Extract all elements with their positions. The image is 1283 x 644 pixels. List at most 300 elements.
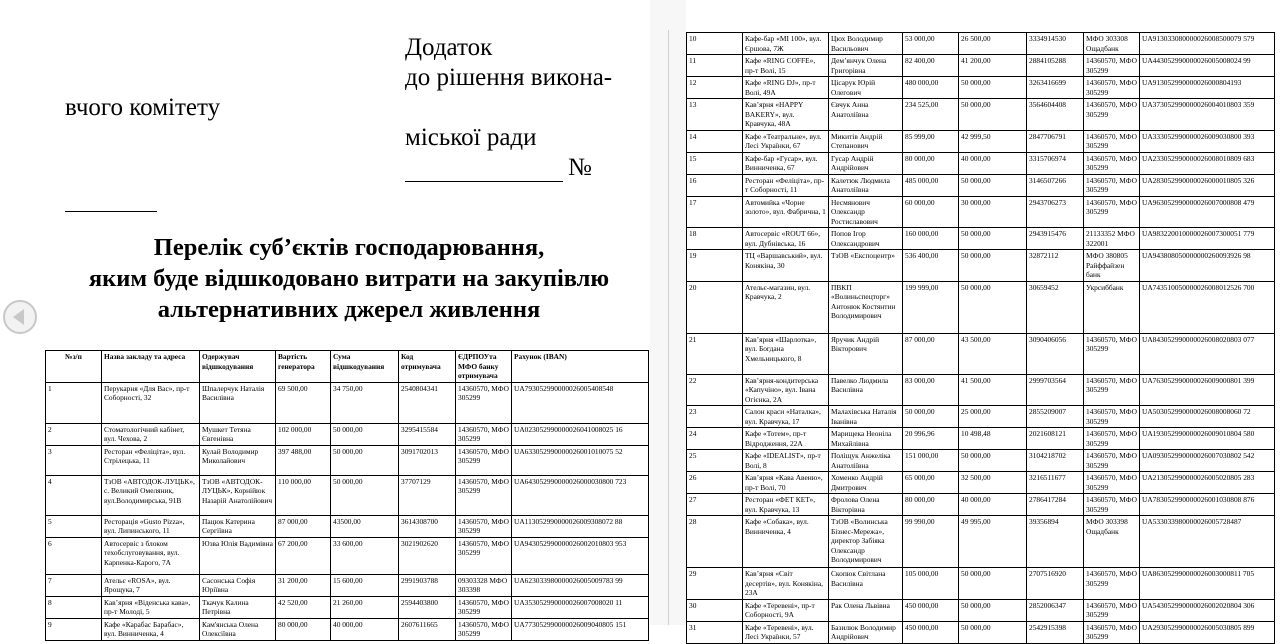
cell-iban: UA533033980000026005728487 — [1140, 516, 1275, 568]
cell-number: 8 — [46, 596, 102, 618]
cell-name-address: Кафе «IDEALIST», пр-т Волі, 8 — [743, 450, 829, 472]
cell-bank: МФО 380805 Райффайзен банк — [1084, 250, 1140, 282]
cell-number: 11 — [687, 55, 743, 77]
cell-bank: 14360570, МФО 305299 — [1084, 333, 1140, 374]
cell-recipient-code: 3104218702 — [1027, 450, 1084, 472]
cell-iban: UA543052990000026002020804 306 — [1140, 599, 1275, 621]
cell-recipient: Фролова Олена Вікторівна — [829, 494, 903, 516]
cell-recipient: Малахівська Наталія Іванівна — [829, 406, 903, 428]
cell-name-address: Кафе-бар «MI 100», вул. Єршова, 7Ж — [743, 33, 829, 55]
cell-generator-cost: 69 500,00 — [276, 382, 331, 423]
cell-generator-cost: 450 000,00 — [903, 599, 959, 621]
cell-generator-cost: 80 000,00 — [903, 494, 959, 516]
cell-number: 14 — [687, 130, 743, 152]
cell-recipient-code: 3564604408 — [1027, 99, 1084, 131]
cell-compensation: 50 000,00 — [959, 174, 1027, 196]
cell-compensation: 21 260,00 — [331, 596, 399, 618]
cell-recipient: Павелко Людмила Василівна — [829, 374, 903, 406]
cell-number: 12 — [687, 77, 743, 99]
cell-iban: UA503052990000026008008060 72 — [1140, 406, 1275, 428]
cell-iban: UA113052990000026009308072 88 — [512, 515, 649, 537]
cell-bank: 14360570, МФО 305299 — [456, 537, 512, 574]
cell-bank: 14360570, МФО 305299 — [456, 445, 512, 475]
cell-iban: UA333052990000026009030800 393 — [1140, 130, 1275, 152]
cell-bank: МФО 303398 Ощадбанк — [1084, 516, 1140, 568]
cell-name-address: Автомийка «Чорне золото», вул. Фабрична, 1 — [743, 196, 829, 228]
cell-recipient-code: 2855209007 — [1027, 406, 1084, 428]
cell-recipient: Базилюк Володимир Андрійович — [829, 621, 903, 643]
arrow-left-icon — [13, 309, 24, 325]
cell-recipient-code: 3295415584 — [399, 423, 456, 445]
cell-compensation: 50 000,00 — [331, 423, 399, 445]
table-row — [46, 596, 649, 618]
cell-number: 31 — [687, 621, 743, 643]
cell-number: 18 — [687, 228, 743, 250]
table-row — [687, 568, 1275, 600]
cell-generator-cost: 99 990,00 — [903, 516, 959, 568]
cell-bank: 14360570, МФО 305299 — [1084, 174, 1140, 196]
cell-recipient-code: 2542915398 — [1027, 621, 1084, 643]
table-row — [687, 228, 1275, 250]
cell-recipient-code: 2786417284 — [1027, 494, 1084, 516]
cell-generator-cost: 82 400,00 — [903, 55, 959, 77]
cell-bank: 21133352 МФО 322001 — [1084, 228, 1140, 250]
cell-recipient: Скопюк Світлана Василівна — [829, 568, 903, 600]
col-iban-header: Рахунок (IBAN) — [512, 351, 649, 383]
table-row — [687, 428, 1275, 450]
cell-number: 13 — [687, 99, 743, 131]
cell-compensation: 50 000,00 — [959, 77, 1027, 99]
cell-recipient-code: 30659452 — [1027, 281, 1084, 333]
cell-recipient-code: 2594403800 — [399, 596, 456, 618]
decision-number-line — [65, 211, 157, 212]
cell-number: 7 — [46, 574, 102, 596]
cell-name-address: Кафе-бар «Гусар», вул. Винниченка, 67 — [743, 152, 829, 174]
cell-recipient-code: 3614308700 — [399, 515, 456, 537]
table-row — [687, 196, 1275, 228]
cell-name-address: Кав’ярня «Світ десертів», вул. Конякіна, 23А — [743, 568, 829, 600]
table-row — [687, 374, 1275, 406]
cell-number: 16 — [687, 174, 743, 196]
table-row — [687, 174, 1275, 196]
cell-bank: 14360570, МФО 305299 — [1084, 450, 1140, 472]
title-line-2: яким буде відшкодовано витрати на закупівлю — [88, 265, 610, 292]
table-row — [687, 77, 1275, 99]
cell-recipient-code: 2999703564 — [1027, 374, 1084, 406]
title-line-1: Перелік суб’єктів господарювання, — [153, 234, 545, 261]
cell-iban: UA023052990000026041008025 16 — [512, 423, 649, 445]
cell-generator-cost: 105 000,00 — [903, 568, 959, 600]
cell-bank: 14360570, МФО 305299 — [456, 382, 512, 423]
cell-compensation: 50 000,00 — [959, 621, 1027, 643]
cell-recipient: Цісарук Юрій Олегович — [829, 77, 903, 99]
cell-recipient-code: 2707516920 — [1027, 568, 1084, 600]
table-row — [687, 33, 1275, 55]
cell-name-address: Салон краси «Наталка», вул. Кравчука, 17 — [743, 406, 829, 428]
cell-recipient-code: 2991903788 — [399, 574, 456, 596]
page-divider — [668, 30, 669, 625]
cell-recipient-code: 2021608121 — [1027, 428, 1084, 450]
cell-generator-cost: 60 000,00 — [903, 196, 959, 228]
cell-iban: UA963052990000026007000808 479 — [1140, 196, 1275, 228]
col-amount-header: Сума відшкодування — [331, 351, 399, 383]
cell-number: 4 — [46, 475, 102, 515]
cell-recipient: Кулай Володимир Миколайович — [200, 445, 276, 475]
table-row — [687, 152, 1275, 174]
cell-name-address: Ательє-магазин, вул. Кравчука, 2 — [743, 281, 829, 333]
cell-generator-cost: 85 999,00 — [903, 130, 959, 152]
table-row — [687, 450, 1275, 472]
cell-recipient-code: 2847706791 — [1027, 130, 1084, 152]
cell-bank: 14360570, МФО 305299 — [456, 596, 512, 618]
cell-generator-cost: 31 200,00 — [276, 574, 331, 596]
table-row — [46, 445, 649, 475]
cell-compensation: 43 500,00 — [959, 333, 1027, 374]
cell-iban: UA443052990000026005008024 99 — [1140, 55, 1275, 77]
cell-generator-cost: 110 000,00 — [276, 475, 331, 515]
cell-recipient: Хоменко Андрій Дмитрович — [829, 472, 903, 494]
cell-compensation: 10 498,48 — [959, 428, 1027, 450]
table-row — [687, 621, 1275, 643]
cell-compensation: 33 600,00 — [331, 537, 399, 574]
cell-bank: 14360570, МФО 305299 — [1084, 406, 1140, 428]
cell-name-address: ТЦ «Варшавський», вул. Конякіна, 30 — [743, 250, 829, 282]
cell-name-address: Кафе «Театральне», вул. Лесі Українки, 67 — [743, 130, 829, 152]
table-row — [687, 99, 1275, 131]
cell-generator-cost: 50 000,00 — [903, 406, 959, 428]
cell-generator-cost: 160 000,00 — [903, 228, 959, 250]
table-row — [46, 382, 649, 423]
cell-iban: UA093052990000026007030802 542 — [1140, 450, 1275, 472]
cell-name-address: Кафе «Собака», вул. Винниченка, 4 — [743, 516, 829, 568]
cell-bank: 14360570, МФО 305299 — [1084, 99, 1140, 131]
cell-iban: UA743510050000026008012526 700 — [1140, 281, 1275, 333]
cell-recipient: Попов Ігор Олександрович — [829, 228, 903, 250]
cell-bank: 09303328 МФО 303398 — [456, 574, 512, 596]
cell-recipient: Сасонська Софія Юріївна — [200, 574, 276, 596]
cell-name-address: Кафе «RING COFFE», пр-т Волі, 15 — [743, 55, 829, 77]
cell-iban: UA233052990000026008010809 683 — [1140, 152, 1275, 174]
cell-bank: Укрсиббанк — [1084, 281, 1140, 333]
cell-recipient: Марищека Неоніла Михайлівна — [829, 428, 903, 450]
cell-recipient: ПВКП «Волиньспецторг» Антонюк Костянтин Володимирович — [829, 281, 903, 333]
cell-recipient: ТзОВ «Волинська Бізнес-Мережа», директор Забіяка Олександр Володимирович — [829, 516, 903, 568]
cell-bank: 14360570, МФО 305299 — [1084, 494, 1140, 516]
table-row — [46, 537, 649, 574]
cell-number: 21 — [687, 333, 743, 374]
number-sign: № — [568, 154, 592, 181]
cell-compensation: 26 500,00 — [959, 33, 1027, 55]
cell-name-address: Ресторан «Феліціта», пр-т Соборності, 11 — [743, 174, 829, 196]
cell-number: 3 — [46, 445, 102, 475]
cell-iban: UA623033980000026005009783 99 — [512, 574, 649, 596]
cell-number: 22 — [687, 374, 743, 406]
cell-generator-cost: 102 000,00 — [276, 423, 331, 445]
cell-number: 15 — [687, 152, 743, 174]
cell-name-address: Кафе «Теревені», вул. Лесі Українки, 57 — [743, 621, 829, 643]
cell-iban: UA773052990000026009040805 151 — [512, 618, 649, 640]
table-row — [46, 475, 649, 515]
cell-iban: UA643052990000026000030800 723 — [512, 475, 649, 515]
cell-name-address: Перукарня «Для Вас», пр-т Соборності, 32 — [102, 382, 200, 423]
cell-number: 1 — [46, 382, 102, 423]
cell-bank: 14360570, МФО 305299 — [456, 618, 512, 640]
cell-recipient-code: 32872112 — [1027, 250, 1084, 282]
cell-compensation: 34 750,00 — [331, 382, 399, 423]
cell-generator-cost: 87 000,00 — [276, 515, 331, 537]
cell-compensation: 40 000,00 — [959, 494, 1027, 516]
cell-generator-cost: 480 000,00 — [903, 77, 959, 99]
cell-generator-cost: 53 000,00 — [903, 33, 959, 55]
cell-number: 26 — [687, 472, 743, 494]
cell-number: 23 — [687, 406, 743, 428]
cell-recipient-code: 3021902620 — [399, 537, 456, 574]
cell-number: 9 — [46, 618, 102, 640]
cell-bank: 14360570, МФО 305299 — [456, 423, 512, 445]
cell-generator-cost: 80 000,00 — [276, 618, 331, 640]
cell-recipient-code: 3146507266 — [1027, 174, 1084, 196]
table-row — [46, 618, 649, 640]
cell-compensation: 15 600,00 — [331, 574, 399, 596]
cell-recipient-code: 3216511677 — [1027, 472, 1084, 494]
cell-bank: 14360570, МФО 305299 — [1084, 374, 1140, 406]
cell-bank: 14360570, МФО 305299 — [456, 475, 512, 515]
cell-iban: UA913033080000026008500079 579 — [1140, 33, 1275, 55]
cell-compensation: 40 000,00 — [959, 152, 1027, 174]
table-row — [46, 515, 649, 537]
cell-compensation: 25 000,00 — [959, 406, 1027, 428]
cell-number: 25 — [687, 450, 743, 472]
cell-compensation: 30 000,00 — [959, 196, 1027, 228]
table-row — [687, 516, 1275, 568]
cell-recipient-code: 3334914530 — [1027, 33, 1084, 55]
cell-iban: UA863052990000026003000811 705 — [1140, 568, 1275, 600]
cell-iban: UA293052990000026005030805 899 — [1140, 621, 1275, 643]
cell-recipient: Юзва Юлія Вадимівна — [200, 537, 276, 574]
table-header-row — [46, 351, 649, 383]
cell-compensation: 49 995,00 — [959, 516, 1027, 568]
cell-iban: UA353052990000026007008020 11 — [512, 596, 649, 618]
cell-recipient: Євчук Анна Анатоліївна — [829, 99, 903, 131]
col-code-header: Код отримувача — [399, 351, 456, 383]
cell-compensation: 41 500,00 — [959, 374, 1027, 406]
cell-bank: 14360570, МФО 305299 — [456, 515, 512, 537]
cell-recipient-code: 39356894 — [1027, 516, 1084, 568]
cell-name-address: Автосервіс з блоком техобслуговування, вул. Карпенка-Карого, 7А — [102, 537, 200, 574]
cell-generator-cost: 536 400,00 — [903, 250, 959, 282]
cell-bank: 14360570, МФО 305299 — [1084, 568, 1140, 600]
cell-recipient: Рак Олена Львівна — [829, 599, 903, 621]
cell-bank: 14360570, МФО 305299 — [1084, 599, 1140, 621]
table-row — [687, 55, 1275, 77]
cell-recipient: Яручик Андрій Вікторович — [829, 333, 903, 374]
cell-compensation: 50 000,00 — [959, 568, 1027, 600]
cell-bank: 14360570, МФО 305299 — [1084, 428, 1140, 450]
cell-generator-cost: 397 488,00 — [276, 445, 331, 475]
cell-iban: UA913052990000026000804193 — [1140, 77, 1275, 99]
table-row — [687, 281, 1275, 333]
title-line-3: альтернативних джерел живлення — [157, 296, 541, 323]
cell-bank: 14360570, МФО 305299 — [1084, 152, 1140, 174]
cell-generator-cost: 20 996,96 — [903, 428, 959, 450]
cell-bank: 14360570, МФО 305299 — [1084, 472, 1140, 494]
cell-recipient: Поліщук Анжеліка Анатоліївна — [829, 450, 903, 472]
col-recipient-header: Одержувач відшкодування — [200, 351, 276, 383]
cell-name-address: ТзОВ «АВТОДОК-ЛУЦЬК», с. Великий Омеляник, вул.Володимирська, 91В — [102, 475, 200, 515]
col-cost-header: Вартість генератора — [276, 351, 331, 383]
cell-recipient: Ткачук Калина Петрівна — [200, 596, 276, 618]
cell-recipient-code: 3090406056 — [1027, 333, 1084, 374]
cell-name-address: Автосервіс «ROUT 66», вул. Дубнівська, 16 — [743, 228, 829, 250]
cell-iban: UA633052990000026001010075 52 — [512, 445, 649, 475]
cell-recipient-code: 2943915476 — [1027, 228, 1084, 250]
cell-number: 6 — [46, 537, 102, 574]
cell-bank: 14360570, МФО 305299 — [1084, 130, 1140, 152]
cell-iban: UA763052990000026009000801 399 — [1140, 374, 1275, 406]
cell-name-address: Кав’ярня «HAPPY BAKERY», вул. Кравчука, 48А — [743, 99, 829, 131]
col-name-header: Назва закладу та адреса — [102, 351, 200, 383]
table-row — [46, 574, 649, 596]
cell-recipient: Калетюк Людмила Анатоліївна — [829, 174, 903, 196]
cell-recipient: Микитів Андрій Степанович — [829, 130, 903, 152]
cell-recipient-code: 2852006347 — [1027, 599, 1084, 621]
table-row — [687, 130, 1275, 152]
document-title — [40, 232, 658, 325]
appendix-title: Додаток — [405, 34, 493, 61]
cell-iban: UA843052990000026008020803 077 — [1140, 333, 1275, 374]
cell-generator-cost: 42 520,00 — [276, 596, 331, 618]
cell-recipient-code: 3263416699 — [1027, 77, 1084, 99]
cell-compensation: 50 000,00 — [331, 445, 399, 475]
col-edrpou-header: ЄДРПОУта МФО банку отримувача — [456, 351, 512, 383]
cell-name-address: Кафе «Карабас Барабас», вул. Винниченка, 4 — [102, 618, 200, 640]
cell-bank: 14360570, МФО 305299 — [1084, 77, 1140, 99]
cell-generator-cost: 80 000,00 — [903, 152, 959, 174]
cell-bank: 14360570, МФО 305299 — [1084, 621, 1140, 643]
cell-recipient: Мушкет Тетяна Євгенівна — [200, 423, 276, 445]
cell-name-address: Кафе «RING DJ», пр-т Волі, 49А — [743, 77, 829, 99]
cell-recipient-code: 3315706974 — [1027, 152, 1084, 174]
cell-name-address: Кафе «Теревені», пр-т Соборності, 9А — [743, 599, 829, 621]
cell-generator-cost: 87 000,00 — [903, 333, 959, 374]
cell-number: 20 — [687, 281, 743, 333]
cell-generator-cost: 65 000,00 — [903, 472, 959, 494]
cell-bank: МФО 303308 Ощадбанк — [1084, 33, 1140, 55]
table-row — [687, 472, 1275, 494]
cell-number: 17 — [687, 196, 743, 228]
cell-number: 30 — [687, 599, 743, 621]
cell-name-address: Ательє «ROSA», вул. Ярощука, 7 — [102, 574, 200, 596]
previous-page-button[interactable] — [3, 300, 37, 334]
cell-iban: UA943052990000026002010803 953 — [512, 537, 649, 574]
table-row — [687, 333, 1275, 374]
table-row — [687, 599, 1275, 621]
cell-number: 19 — [687, 250, 743, 282]
cell-name-address: Кав’ярня «Віденська кава», пр-т Молоді, 5 — [102, 596, 200, 618]
cell-generator-cost: 67 200,00 — [276, 537, 331, 574]
cell-recipient: Шпалерчук Наталія Василівна — [200, 382, 276, 423]
cell-name-address: Кав’ярня «Шарлотка», вул. Богдана Хмельницького, 8 — [743, 333, 829, 374]
cell-number: 29 — [687, 568, 743, 600]
cell-name-address: Кафе «Тотем», пр-т Відродження, 22А — [743, 428, 829, 450]
cell-name-address: Ресторація «Gusto Pizza», вул. Липинського, 11 — [102, 515, 200, 537]
cell-compensation: 50 000,00 — [959, 99, 1027, 131]
cell-iban: UA943808050000000260093926 98 — [1140, 250, 1275, 282]
businesses-table-part-2 — [686, 32, 1275, 644]
cell-generator-cost: 151 000,00 — [903, 450, 959, 472]
cell-bank: 14360570, МФО 305299 — [1084, 55, 1140, 77]
cell-generator-cost: 234 525,00 — [903, 99, 959, 131]
cell-number: 2 — [46, 423, 102, 445]
cell-recipient: Гусар Андрій Андрійович — [829, 152, 903, 174]
cell-recipient: Пацюк Катерина Сергіївна — [200, 515, 276, 537]
appendix-line-4: міської ради — [405, 124, 537, 151]
cell-recipient-code: 2607611665 — [399, 618, 456, 640]
cell-generator-cost: 485 000,00 — [903, 174, 959, 196]
col-number-header: №з/п — [46, 351, 102, 383]
cell-recipient-code: 37707129 — [399, 475, 456, 515]
cell-number: 24 — [687, 428, 743, 450]
cell-generator-cost: 199 999,00 — [903, 281, 959, 333]
cell-recipient-code: 2884105288 — [1027, 55, 1084, 77]
cell-recipient: Цюх Володимир Васильович — [829, 33, 903, 55]
cell-name-address: Ресторан «ФЕТ КЕТ», вул. Кравчука, 13 — [743, 494, 829, 516]
cell-compensation: 40 000,00 — [331, 618, 399, 640]
cell-number: 27 — [687, 494, 743, 516]
cell-name-address: Стоматологічний кабінет, вул. Чехова, 2 — [102, 423, 200, 445]
cell-name-address: Ресторан «Феліціта», вул. Стрілецька, 11 — [102, 445, 200, 475]
table-row — [46, 423, 649, 445]
cell-recipient-code: 2540804341 — [399, 382, 456, 423]
cell-recipient: Дем’янчук Олена Григорівна — [829, 55, 903, 77]
cell-generator-cost: 83 000,00 — [903, 374, 959, 406]
cell-compensation: 50 000,00 — [959, 228, 1027, 250]
cell-compensation: 32 500,00 — [959, 472, 1027, 494]
cell-compensation: 41 200,00 — [959, 55, 1027, 77]
cell-number: 28 — [687, 516, 743, 568]
cell-number: 5 — [46, 515, 102, 537]
cell-iban: UA283052990000026000010805 326 — [1140, 174, 1275, 196]
appendix-line-3: вчого комітету — [65, 94, 221, 121]
cell-iban: UA793052990000026005408548 — [512, 382, 649, 423]
cell-iban: UA983220010000026007300051 779 — [1140, 228, 1275, 250]
cell-bank: 14360570, МФО 305299 — [1084, 196, 1140, 228]
cell-name-address: Кав’ярня «Кава Авеню», пр-т Волі, 70 — [743, 472, 829, 494]
cell-compensation: 50 000,00 — [959, 281, 1027, 333]
cell-recipient-code: 3091702013 — [399, 445, 456, 475]
cell-recipient: Несмянович Олександр Ростиславович — [829, 196, 903, 228]
cell-compensation: 43500,00 — [331, 515, 399, 537]
cell-recipient: Кам'янська Олена Олексіївна — [200, 618, 276, 640]
decision-date-line — [405, 181, 563, 182]
cell-iban: UA373052990000026004010803 359 — [1140, 99, 1275, 131]
cell-compensation: 42 999,50 — [959, 130, 1027, 152]
appendix-line-2: до рішення викона- — [405, 64, 613, 91]
cell-number: 10 — [687, 33, 743, 55]
cell-iban: UA783052990000026001030808 876 — [1140, 494, 1275, 516]
cell-recipient: ТзОВ «АВТОДОК-ЛУЦЬК», Корнійюк Назарій Анатолійович — [200, 475, 276, 515]
cell-iban: UA193052990000026009010804 580 — [1140, 428, 1275, 450]
cell-iban: UA213052990000026005020805 283 — [1140, 472, 1275, 494]
cell-compensation: 50 000,00 — [331, 475, 399, 515]
businesses-table-part-1 — [45, 350, 649, 641]
table-row — [687, 406, 1275, 428]
cell-recipient: ТзОВ «Експоцентр» — [829, 250, 903, 282]
cell-compensation: 50 000,00 — [959, 599, 1027, 621]
table-row — [687, 494, 1275, 516]
table-row — [687, 250, 1275, 282]
cell-generator-cost: 450 000,00 — [903, 621, 959, 643]
